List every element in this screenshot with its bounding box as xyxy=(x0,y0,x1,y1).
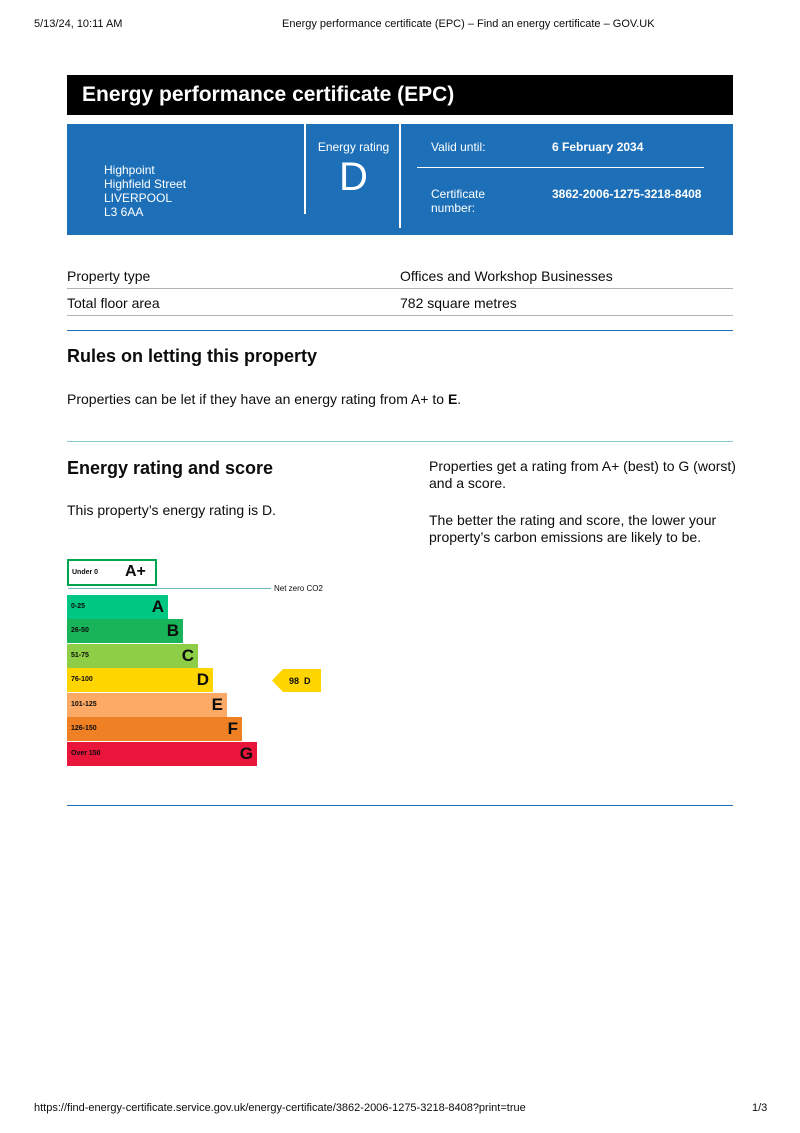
floor-area-row xyxy=(67,289,733,316)
address-line: Highpoint xyxy=(104,163,155,177)
band-letter: A xyxy=(151,597,164,616)
band-letter: F xyxy=(227,719,238,738)
rating-band-f xyxy=(67,717,242,741)
property-type-row xyxy=(67,262,733,289)
property-type-label: Property type xyxy=(67,268,151,284)
section-divider xyxy=(67,330,733,331)
band-range-label: Over 150 xyxy=(71,750,101,757)
print-url: https://find-energy-certificate.service.gov.uk/energy-certificate/3862-2006-1275-3218-8408?print=true xyxy=(34,1102,526,1114)
certificate-number-value: 3862-2006-1275-3218-8408 xyxy=(552,187,702,201)
section-divider xyxy=(67,805,733,806)
band-letter: B xyxy=(166,621,179,640)
property-address xyxy=(104,163,186,219)
current-score-pointer xyxy=(272,669,321,692)
net-zero-label: Net zero CO2 xyxy=(274,584,323,593)
print-page-title: Energy performance certificate (EPC) – Find an energy certificate – GOV.UK xyxy=(282,18,655,30)
band-range-label: 76-100 xyxy=(71,676,93,683)
floor-area-value: 782 square metres xyxy=(400,295,517,311)
letting-rules-text: Properties can be let if they have an energy rating from A+ to E. xyxy=(67,391,462,407)
band-letter: A+ xyxy=(125,563,146,580)
property-type-value: Offices and Workshop Businesses xyxy=(400,268,613,284)
band-range-label: 51-75 xyxy=(71,652,89,659)
band-range-label: 126-150 xyxy=(71,725,97,732)
rating-info-text: Properties get a rating from A+ (best) to G (worst) and a score. xyxy=(429,458,736,491)
address-line: Highfield Street xyxy=(104,177,187,191)
rating-band-aplus xyxy=(67,559,157,586)
band-range-label: Under 0 xyxy=(72,569,99,576)
rating-band-a xyxy=(67,595,168,619)
divider xyxy=(417,167,704,168)
rating-band-g xyxy=(67,742,257,766)
print-date: 5/13/24, 10:11 AM xyxy=(34,18,123,30)
band-range-label: 0-25 xyxy=(71,603,86,610)
certificate-number-label: Certificate number: xyxy=(431,187,486,215)
print-page-number: 1/3 xyxy=(752,1102,768,1114)
net-zero-line xyxy=(68,588,271,589)
current-score-label: 98 D xyxy=(289,676,311,686)
valid-until-value: 6 February 2034 xyxy=(552,140,644,154)
rating-band-b xyxy=(67,619,183,643)
band-letter: E xyxy=(211,695,223,714)
divider xyxy=(304,124,306,214)
rating-explanation-text: The better the rating and score, the lower your property’s carbon emissions are likely to be. xyxy=(429,512,717,545)
current-rating-text: This property’s energy rating is D. xyxy=(67,502,277,518)
rating-band-d xyxy=(67,668,213,692)
band-letter: G xyxy=(239,744,253,763)
certificate-summary-panel xyxy=(67,124,733,235)
valid-until-label: Valid until: xyxy=(431,140,486,154)
band-range-label: 26-50 xyxy=(71,627,89,634)
divider xyxy=(399,124,401,228)
band-letter: D xyxy=(196,670,209,689)
address-line: LIVERPOOL xyxy=(104,191,173,205)
page-title: Energy performance certificate (EPC) xyxy=(82,83,455,106)
section-divider xyxy=(67,441,733,442)
floor-area-label: Total floor area xyxy=(67,295,160,311)
energy-rating-letter: D xyxy=(339,155,368,199)
rating-band-c xyxy=(67,644,198,668)
letting-rules-heading: Rules on letting this property xyxy=(67,346,318,366)
minimum-rating: E xyxy=(447,391,458,407)
address-line: L3 6AA xyxy=(104,205,144,219)
energy-rating-heading: Energy rating and score xyxy=(67,458,274,478)
band-range-label: 101-125 xyxy=(71,701,97,708)
band-letter: C xyxy=(181,646,194,665)
rating-band-e xyxy=(67,693,227,717)
energy-rating-label: Energy rating xyxy=(317,140,390,154)
title-bar xyxy=(67,75,733,115)
